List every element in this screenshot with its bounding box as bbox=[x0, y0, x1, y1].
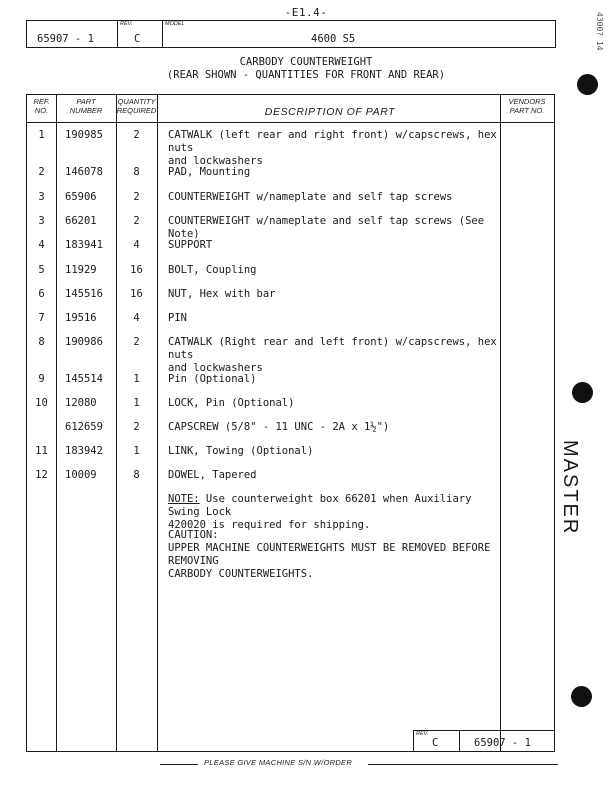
note-label: NOTE: bbox=[168, 493, 200, 505]
col-header-qty: QUANTITY REQUIRED bbox=[116, 97, 157, 115]
footer-rule-left bbox=[160, 764, 198, 765]
header-rule bbox=[27, 122, 554, 123]
ref-no: 1 bbox=[38, 129, 45, 141]
description: CAPSCREW (5/8" - 11 UNC - 2A x 1½") bbox=[168, 421, 390, 433]
quantity: 16 bbox=[130, 264, 143, 276]
ref-no: 4 bbox=[38, 239, 45, 251]
header-model-label: MODEL bbox=[165, 21, 185, 27]
part-number: 190986 bbox=[65, 336, 103, 348]
master-stamp-text: MASTER bbox=[559, 440, 581, 536]
column-divider bbox=[500, 95, 501, 751]
master-stamp bbox=[545, 440, 585, 536]
description: CATWALK (Right rear and left front) w/capscrews, hex nuts and lockwashers bbox=[168, 336, 497, 374]
caution-label: CAUTION: bbox=[168, 529, 219, 541]
footer-box bbox=[413, 730, 555, 752]
part-number: 612659 bbox=[65, 421, 103, 433]
part-number: 183941 bbox=[65, 239, 103, 251]
binder-hole-icon bbox=[571, 686, 592, 707]
part-number: 145514 bbox=[65, 373, 103, 385]
description: BOLT, Coupling bbox=[168, 264, 257, 276]
caution-body: UPPER MACHINE COUNTERWEIGHTS MUST BE REMOVED BEFORE REMOVING CARBODY COUNTERWEIGHTS. bbox=[168, 542, 491, 580]
ref-no: 2 bbox=[38, 166, 45, 178]
quantity: 1 bbox=[133, 373, 140, 385]
quantity: 1 bbox=[133, 397, 140, 409]
ref-no: 7 bbox=[38, 312, 45, 324]
footer-rev-value: C bbox=[432, 737, 439, 749]
note-text bbox=[168, 493, 498, 532]
part-number: 190985 bbox=[65, 129, 103, 141]
col-header-description: DESCRIPTION OF PART bbox=[264, 106, 396, 118]
footer-rev-label: REV. bbox=[416, 731, 429, 737]
quantity: 16 bbox=[130, 288, 143, 300]
part-number: 10009 bbox=[65, 469, 97, 481]
header-model-value: 4600 S5 bbox=[311, 33, 356, 45]
footer-instruction-text: PLEASE GIVE MACHINE S/N W/ORDER bbox=[204, 758, 353, 767]
footer-doc-number: 65907 - 1 bbox=[474, 737, 531, 749]
page-title: CARBODY COUNTERWEIGHT bbox=[239, 56, 373, 68]
quantity: 2 bbox=[133, 191, 140, 203]
ref-no: 8 bbox=[38, 336, 45, 348]
quantity: 4 bbox=[133, 239, 140, 251]
quantity: 1 bbox=[133, 445, 140, 457]
part-number: 66201 bbox=[65, 215, 97, 227]
part-number: 146078 bbox=[65, 166, 103, 178]
quantity: 2 bbox=[133, 129, 140, 141]
description: NUT, Hex with bar bbox=[168, 288, 276, 300]
margin-annotation-text: 4300? 14 bbox=[595, 12, 604, 51]
ref-no: 5 bbox=[38, 264, 45, 276]
part-number: 145516 bbox=[65, 288, 103, 300]
quantity: 2 bbox=[133, 336, 140, 348]
description: LOCK, Pin (Optional) bbox=[168, 397, 295, 409]
header-model-cell bbox=[163, 21, 555, 47]
footer-instruction bbox=[160, 758, 560, 770]
description: CATWALK (left rear and right front) w/capscrews, hex nuts and lockwashers bbox=[168, 129, 497, 167]
description: DOWEL, Tapered bbox=[168, 469, 257, 481]
col-header-part: PART NUMBER bbox=[69, 97, 103, 115]
parts-table bbox=[26, 94, 555, 752]
col-header-ref: REF. NO. bbox=[33, 97, 50, 115]
quantity: 8 bbox=[133, 166, 140, 178]
binder-hole-icon bbox=[577, 74, 598, 95]
col-header-vendors: VENDORS PART NO. bbox=[508, 97, 546, 115]
ref-no: 3 bbox=[38, 191, 45, 203]
part-number: 183942 bbox=[65, 445, 103, 457]
description: SUPPORT bbox=[168, 239, 213, 251]
quantity: 8 bbox=[133, 469, 140, 481]
header-rev-value: C bbox=[134, 33, 141, 45]
column-divider bbox=[56, 95, 57, 751]
page-subtitle: (REAR SHOWN - QUANTITIES FOR FRONT AND REAR) bbox=[166, 69, 446, 81]
footer-divider bbox=[459, 731, 460, 752]
part-number: 65906 bbox=[65, 191, 97, 203]
description: Pin (Optional) bbox=[168, 373, 257, 385]
column-divider bbox=[157, 95, 158, 751]
margin-annotation bbox=[590, 12, 608, 72]
part-number: 19516 bbox=[65, 312, 97, 324]
ref-no: 3 bbox=[38, 215, 45, 227]
caution-text bbox=[168, 529, 498, 581]
header-rev-label: REV. bbox=[120, 21, 133, 27]
ref-no: 11 bbox=[35, 445, 48, 457]
header-doc-number-cell bbox=[27, 21, 118, 47]
quantity: 2 bbox=[133, 421, 140, 433]
ref-no: 10 bbox=[35, 397, 48, 409]
page-number: -E1.4- bbox=[284, 6, 328, 19]
ref-no: 6 bbox=[38, 288, 45, 300]
ref-no: 12 bbox=[35, 469, 48, 481]
description: COUNTERWEIGHT w/nameplate and self tap screws bbox=[168, 191, 453, 203]
description: LINK, Towing (Optional) bbox=[168, 445, 314, 457]
header-doc-number: 65907 - 1 bbox=[37, 33, 94, 45]
part-number: 11929 bbox=[65, 264, 97, 276]
document-header-box bbox=[26, 20, 556, 48]
description: PIN bbox=[168, 312, 187, 324]
footer-rule-right bbox=[368, 764, 558, 765]
binder-hole-icon bbox=[572, 382, 593, 403]
quantity: 4 bbox=[133, 312, 140, 324]
note-body: Use counterweight box 66201 when Auxiliary Swing Lock 420020 is required for shipping. bbox=[168, 493, 472, 531]
part-number: 12080 bbox=[65, 397, 97, 409]
description: COUNTERWEIGHT w/nameplate and self tap screws (See Note) bbox=[168, 215, 491, 240]
quantity: 2 bbox=[133, 215, 140, 227]
header-rev-cell bbox=[118, 21, 163, 47]
description: PAD, Mounting bbox=[168, 166, 251, 178]
ref-no: 9 bbox=[38, 373, 45, 385]
